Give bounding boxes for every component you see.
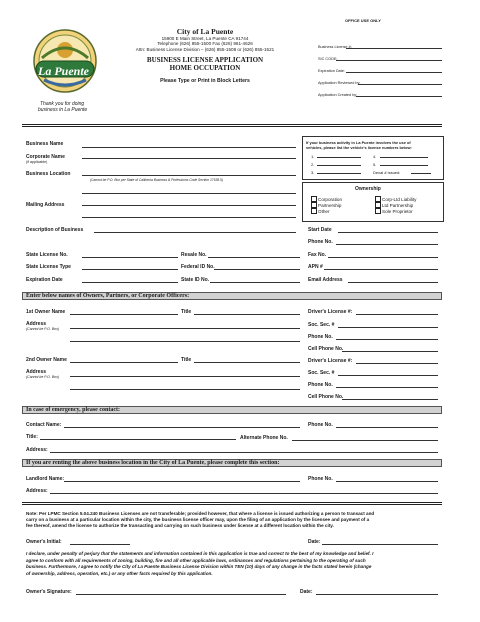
start-date-field[interactable] [338,232,438,233]
checkbox-icon[interactable] [375,202,381,208]
second-owner-cell-field[interactable] [342,399,438,400]
header-divider [22,126,442,127]
fax-field[interactable] [328,257,438,258]
thanks-line-1: Thank you for doing [40,101,85,107]
first-owner-soc-label: Soc. Sec. # [308,322,335,328]
ownership-option[interactable]: Partnership [311,202,342,209]
signature-date-label: Date: [300,589,313,595]
second-owner-address-note: (Cannot be P.O. Box) [26,375,60,379]
ownership-option[interactable]: Other [311,208,330,215]
landlord-address-label: Address: [26,488,48,494]
license-type-label: State License Type [26,264,71,270]
office-use-title: OFFICE USE ONLY [345,18,381,23]
vehicle-box [302,136,444,180]
initial-date-field[interactable] [322,544,438,545]
checkbox-icon[interactable] [311,208,317,214]
federal-id-field[interactable] [214,269,300,270]
emergency-alt-phone-label: Alternate Phone No. [240,435,288,441]
corporate-name-label: Corporate Name [26,154,65,160]
business-location-note: (Cannot be P.O. Box per State of California Business & Professions Code Section 17538.5) [90,178,223,182]
mailing-address-field[interactable] [82,217,296,218]
form-subtitle: HOME OCCUPATION [169,64,241,73]
owner-initial-label: Owner's Initial: [26,539,62,545]
first-owner-driver-label: Driver's License #: [308,309,353,315]
city-name: City of La Puente [176,27,234,36]
checkbox-icon[interactable] [311,202,317,208]
license-type-field[interactable] [82,269,178,270]
vehicle-note-1: If your business activity in La Puente involves the use of [306,140,411,145]
vehicle-field[interactable] [317,173,361,174]
city-attn: Attn: Business License Division – (626) 855-1508 or (626) 855-1521 [135,46,275,52]
landlord-phone-label: Phone No. [308,476,333,482]
emergency-alt-phone-field[interactable] [292,440,438,441]
second-owner-title-field[interactable] [194,362,300,363]
vehicle-label: 3. [311,170,315,175]
first-owner-field[interactable] [70,314,178,315]
office-use-box [318,44,442,104]
decal-field[interactable] [411,173,431,174]
resale-label: Resale No. [181,252,207,258]
initial-date-label: Date: [308,539,321,545]
ownership-title: Ownership [355,186,381,192]
first-owner-title-label: Title [181,309,192,315]
vehicle-field[interactable] [317,165,361,166]
ownership-box [302,182,444,222]
first-owner-cell-label: Cell Phone No. [308,346,344,352]
checkbox-icon[interactable] [375,196,381,202]
state-id-field[interactable] [210,282,300,283]
emergency-title-label: Title: [26,434,38,440]
first-owner-phone-field[interactable] [336,339,438,340]
state-id-label: State ID No. [181,277,210,283]
owner-initial-field[interactable] [70,544,130,545]
first-owner-address-label: Address [26,321,47,327]
renting-section-bar: If you are renting the above business location in the City of La Puente, please complete this section: [22,459,442,467]
landlord-label: Landlord Name: [26,476,65,482]
emergency-phone-field[interactable] [336,427,438,428]
state-license-label: State License No. [26,252,68,258]
owner-signature-label: Owner's Signature: [26,589,72,595]
ownership-option[interactable]: Sole Proprietor [375,208,413,215]
city-address: 15900 E Main Street, La Puente CA 91744 [161,36,249,41]
city-logo [30,28,100,94]
second-owner-title-label: Title [181,357,192,363]
emergency-phone-label: Phone No. [308,422,333,428]
decal-label: Decal # issued: [373,170,401,175]
owners-section-bar: Enter below names of Owners, Partners, or Corporate Officers: [22,292,442,300]
first-owner-title-field[interactable] [194,314,300,315]
business-description-field[interactable] [94,232,296,233]
ownership-option[interactable]: Corporation [311,196,342,203]
apn-field[interactable] [324,269,438,270]
signature-date-field[interactable] [316,594,438,595]
mailing-address-field[interactable] [82,193,296,194]
header-block [115,28,295,84]
emergency-contact-field[interactable] [64,427,300,428]
vehicle-label: 5. [373,162,377,167]
office-field: SIC CODE: [318,56,442,68]
business-name-field[interactable] [82,147,296,148]
header-divider [22,124,442,125]
first-owner-soc-field[interactable] [338,327,438,328]
emergency-contact-label: Contact Name: [26,422,62,428]
corporate-name-field[interactable] [82,158,296,159]
mailing-address-field[interactable] [82,205,296,206]
second-owner-phone-field[interactable] [336,387,438,388]
vehicle-field[interactable] [380,165,428,166]
checkbox-icon[interactable] [375,208,381,214]
declaration-text: I declare, under penalty of perjury that the statements and information contained in this application is true and correct to the best of my knowledge and belief. I agree to conform with all requirements of zoning, building, fire and all other applicable laws, ordinances and regulations pertaining to the operating of such business. Furthermore, I agree to notify the City of La Puente Business License Division within TEN (10) days of any change in the facts stated herein (change of ownership, address, operation, etc.) or any other facts required by this application. [26,551,374,576]
federal-id-label: Federal ID No. [181,264,215,270]
emergency-title-field[interactable] [40,439,236,440]
office-field: Business License #: [318,44,442,56]
first-owner-label: 1st Owner Name [26,309,66,315]
second-owner-cell-label: Cell Phone No. [308,394,344,400]
first-owner-driver-field[interactable] [356,314,438,315]
ownership-option[interactable]: Ltd Partnership [375,202,413,209]
transfer-note: Note: Per LPMC Section 5.04.240 Business Licenses are not transferable; provided however, that where a license is issued authorizing a person to transact and carry on a business at a particular location within the city, the business license officer may, upon the filing of an application by the licensee and payment of a fee thereof, amend the license to authorize the transacting and carrying on such business under license at a different location within the city. [26,511,375,528]
landlord-field[interactable] [64,481,300,482]
second-owner-field[interactable] [70,362,178,363]
landlord-phone-field[interactable] [336,481,438,482]
print-instruction: Please Type or Print in Block Letters [160,78,250,85]
first-owner-cell-field[interactable] [342,351,438,352]
section-divider [22,502,442,503]
fax-label: Fax No. [308,252,327,258]
owner-signature-field[interactable] [76,594,286,595]
start-date-label: Start Date [308,227,332,233]
vehicle-field[interactable] [317,157,361,158]
phone-label: Phone No. [308,239,333,245]
second-owner-label: 2nd Owner Name [26,357,67,363]
state-license-field[interactable] [82,257,178,258]
second-owner-address-field[interactable] [70,376,300,377]
business-description-label: Description of Business [26,227,84,233]
office-field: Application Created by: [318,92,442,104]
vehicle-label: 4. [373,154,377,159]
phone-field[interactable] [336,244,438,245]
logo-text: La Puente [38,64,89,78]
emergency-address-field[interactable] [50,452,438,453]
email-label: Email Address [308,277,343,283]
ownership-option[interactable]: Corp-Ltd Liability [375,196,416,203]
business-location-label: Business Location [26,171,71,177]
mailing-address-label: Mailing Address [26,202,65,208]
second-owner-soc-field[interactable] [338,375,438,376]
vehicle-field[interactable] [380,157,428,158]
business-name-label: Business Name [26,141,64,147]
office-field: Expiration Date: [318,68,442,80]
second-owner-address-field[interactable] [70,389,300,390]
resale-field[interactable] [208,257,300,258]
apn-label: APN # [308,264,323,270]
second-owner-phone-label: Phone No. [308,382,333,388]
expiration-label: Expiration Date [26,277,63,283]
first-owner-phone-label: Phone No. [308,334,333,340]
landlord-address-field[interactable] [50,493,438,494]
first-owner-address-field[interactable] [70,328,300,329]
thanks-line-2: business in La Puente [38,107,88,113]
emergency-address-label: Address: [26,447,48,453]
office-field: Application Reviewed by: [318,80,442,92]
form-title: BUSINESS LICENSE APPLICATION [146,56,264,65]
second-owner-driver-label: Driver's License #: [308,358,353,364]
email-field[interactable] [348,282,438,283]
first-owner-address-note: (Cannot be P.O. Box) [26,327,60,331]
emergency-section-bar: In case of emergency, please contact: [22,406,442,414]
second-owner-address-label: Address [26,369,47,375]
second-owner-driver-field[interactable] [356,363,438,364]
vehicle-label: 1. [311,154,315,159]
first-owner-address-field[interactable] [70,341,300,342]
city-phones: Telephone (626) 855-1500 Fax (626) 961-4626 [157,41,253,47]
section-divider [22,504,442,505]
vehicle-note-2: vehicles, please list the vehicle's license numbers below: [306,145,412,150]
expiration-field[interactable] [82,282,178,283]
vehicle-label: 2. [311,162,315,167]
business-location-field[interactable] [82,175,296,176]
second-owner-soc-label: Soc. Sec. # [308,370,335,376]
corporate-name-note: (if applicable) [26,160,48,164]
checkbox-icon[interactable] [311,196,317,202]
